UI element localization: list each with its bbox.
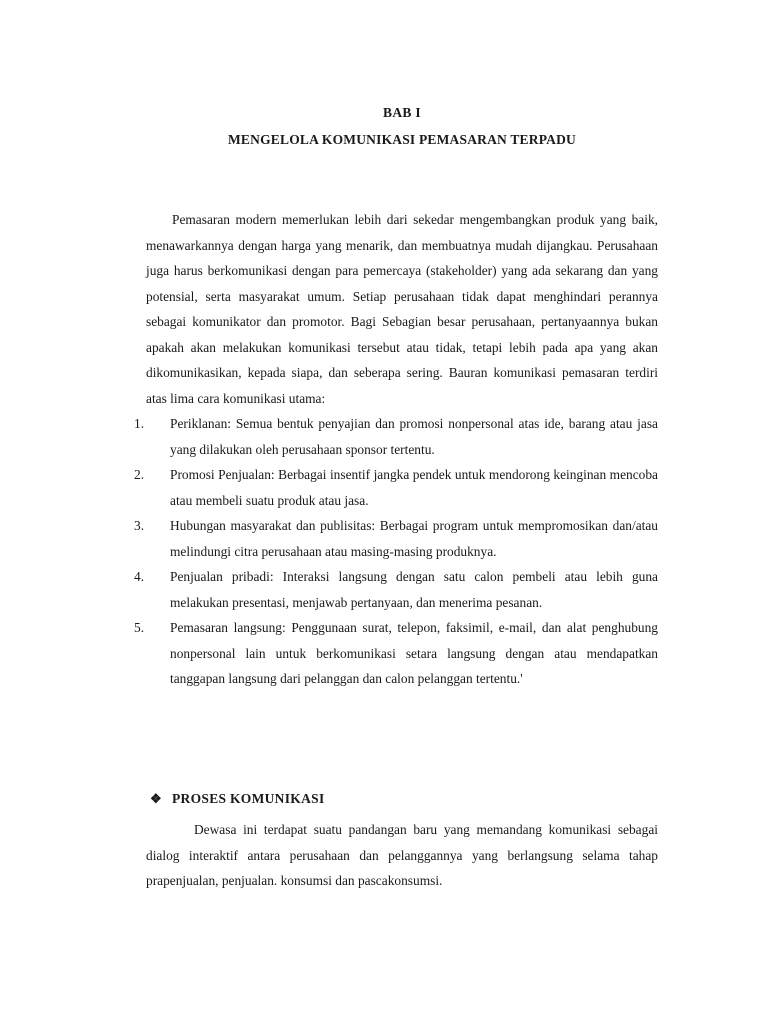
list-item-number: 3. <box>134 518 145 533</box>
chapter-title: MENGELOLA KOMUNIKASI PEMASARAN TERPADU <box>227 132 576 147</box>
communication-mix-list <box>134 411 658 692</box>
section-heading <box>150 791 325 807</box>
list-item <box>134 462 658 513</box>
section-paragraph: Dewasa ini terdapat suatu pandangan baru yang memandang komunikasi sebagai dialog interaktif antara perusahaan dan pelanggannya yang berlangsung selama tahap prapenjualan, penjualan. konsumsi dan pascakonsumsi. <box>146 822 658 888</box>
chapter-number: BAB I <box>383 105 421 120</box>
list-item <box>134 615 658 692</box>
list-item <box>134 513 658 564</box>
intro-paragraph: Pemasaran modern memerlukan lebih dari sekedar mengembangkan produk yang baik, menawarkannya dengan harga yang menarik, dan membuatnya mudah dijangkau. Perusahaan juga harus berkomunikasi dengan para pemercaya (stakeholder) yang ada sekarang dan yang potensial, serta masyarakat umum. Setiap perusahaan tidak dapat menghindari perannya sebagai komunikator dan promotor. Bagi Sebagian besar perusahaan, pertanyaannya bukan apakah akan melakukan komunikasi tersebut atau tidak, tetapi lebih pada apa yang akan dikomunikasikan, kepada siapa, dan seberapa sering. Bauran komunikasi pemasaran terdiri atas lima cara komunikasi utama: <box>146 212 658 406</box>
list-item-text: Periklanan: Semua bentuk penyajian dan promosi nonpersonal atas ide, barang atau jasa yang dilakukan oleh perusahaan sponsor tertentu. <box>170 416 658 457</box>
list-item-number: 4. <box>134 569 145 584</box>
list-item-text: Pemasaran langsung: Penggunaan surat, telepon, faksimil, e-mail, dan alat penghubung nonpersonal lain untuk berkomunikasi setara langsung dengan atau mendapatkan tanggapan langsung dari pelanggan dan calon pelanggan tertentu.' <box>170 620 658 686</box>
list-item-text: Promosi Penjualan: Berbagai insentif jangka pendek untuk mendorong keinginan mencoba atau membeli suatu produk atau jasa. <box>170 467 658 508</box>
list-item-number: 5. <box>134 620 145 635</box>
list-item-text: Hubungan masyarakat dan publisitas: Berbagai program untuk mempromosikan dan/atau melindungi citra perusahaan atau masing-masing produknya. <box>170 518 658 559</box>
list-item <box>134 564 658 615</box>
list-item-text: Penjualan pribadi: Interaksi langsung dengan satu calon pembeli atau lebih guna melakukan presentasi, menjawab pertanyaan, dan menerima pesanan. <box>170 569 658 610</box>
list-item-number: 2. <box>134 467 145 482</box>
list-item <box>134 411 658 462</box>
list-item-number: 1. <box>134 416 145 431</box>
section-heading-text: PROSES KOMUNIKASI <box>172 791 325 806</box>
diamond-bullet-icon: ❖ <box>150 791 162 806</box>
